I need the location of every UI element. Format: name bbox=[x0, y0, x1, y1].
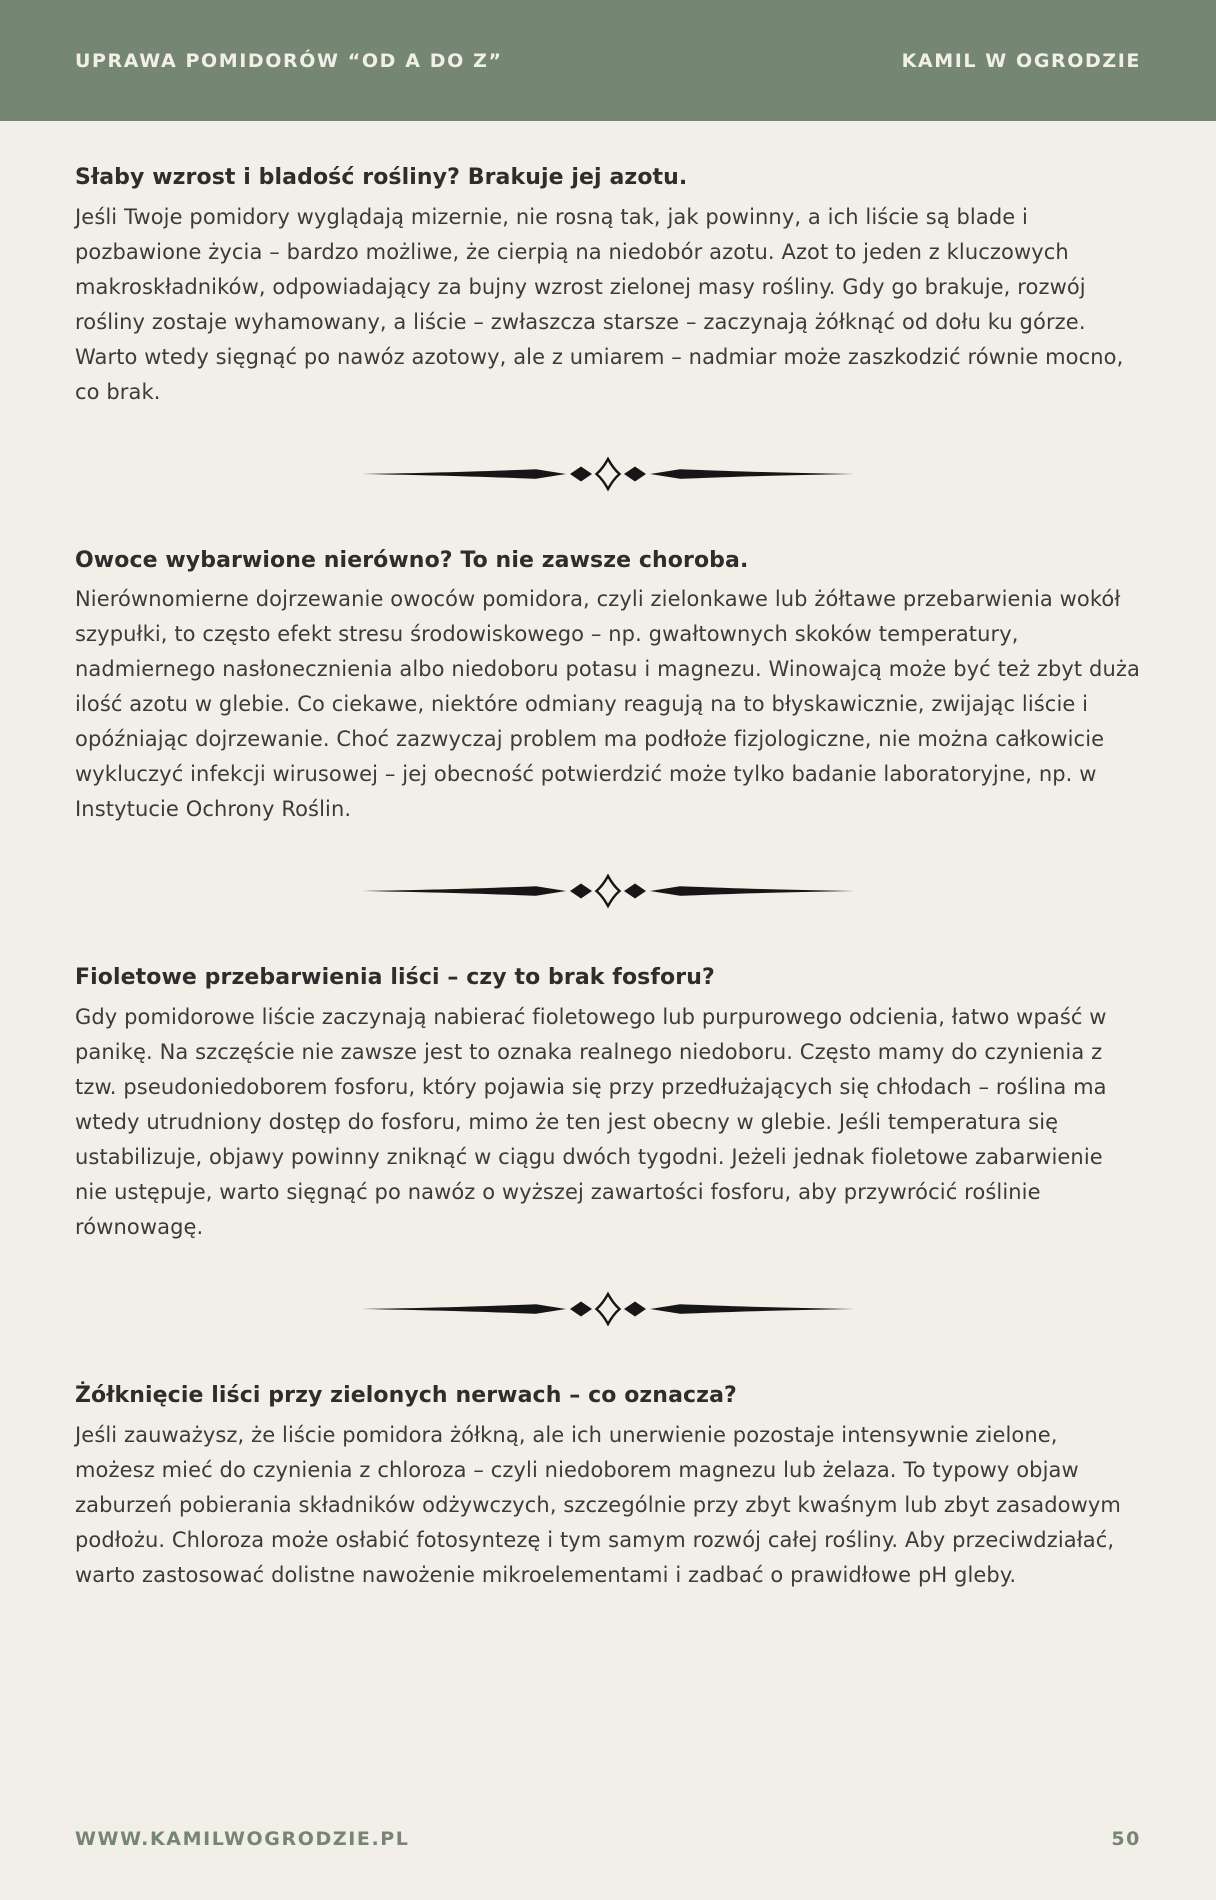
section-heading: Fioletowe przebarwienia liści – czy to brak fosforu? bbox=[75, 965, 715, 991]
section-paragraph: Gdy pomidorowe liście zaczynają nabierać fioletowego lub purpurowego odcienia, łatwo wpaść w panikę. Na szczęście nie zawsze jest to oznaka realnego niedoboru. Często mamy do czynienia z tzw. pseudoniedoborem fosforu, który pojawia się przy przedłużających się chłodach – roślina ma wtedy utrudniony dostęp do fosforu, mimo że ten jest obecny w glebie. Jeśli temperatura się ustabilizuje, objawy powinny zniknąć w ciągu dwóch tygodni. Jeżeli jednak fioletowe zabarwienie nie ustępuje, warto sięgnąć po nawóz o wyższej zawartości fosforu, aby przywrócić roślinie równowagę. bbox=[75, 1005, 1107, 1240]
section-heading: Owoce wybarwione nierówno? To nie zawsze choroba. bbox=[75, 547, 749, 573]
page-content bbox=[0, 121, 1216, 1593]
header-brand: KAMIL W OGRODZIE bbox=[901, 49, 1141, 72]
diamond-ornament-icon bbox=[358, 1291, 858, 1327]
diamond-ornament-icon bbox=[358, 873, 858, 909]
section-uneven-ripening bbox=[75, 546, 1141, 828]
section-purple-leaves bbox=[75, 963, 1141, 1245]
diamond-ornament-icon bbox=[358, 456, 858, 492]
ornament-divider bbox=[75, 1291, 1141, 1327]
section-paragraph: Nierównomierne dojrzewanie owoców pomidora, czyli zielonkawe lub żółtawe przebarwienia wokół szypułki, to często efekt stresu środowiskowego – np. gwałtownych skoków temperatury, nadmiernego nasłonecznienia albo niedoboru potasu i magnezu. Winowajcą może być też zbyt duża ilość azotu w glebie. Co ciekawe, niektóre odmiany reagują na to błyskawicznie, zwijając liście i opóźniając dojrzewanie. Choć zazwyczaj problem ma podłoże fizjologiczne, nie można całkowicie wykluczyć infekcji wirusowej – jej obecność potwierdzić może tylko badanie laboratoryjne, np. w Instytucie Ochrony Roślin. bbox=[75, 587, 1140, 822]
header-bar bbox=[0, 0, 1216, 121]
section-nitrogen-deficiency bbox=[75, 163, 1141, 410]
header-title: UPRAWA POMIDORÓW “OD A DO Z” bbox=[75, 49, 503, 72]
footer-bar bbox=[0, 1828, 1216, 1900]
section-heading: Żółknięcie liści przy zielonych nerwach – co oznacza? bbox=[75, 1383, 737, 1409]
footer-page-number: 50 bbox=[1111, 1828, 1141, 1850]
section-heading: Słaby wzrost i bladość rośliny? Brakuje jej azotu. bbox=[75, 165, 688, 190]
ornament-divider bbox=[75, 456, 1141, 492]
footer-site-url: WWW.KAMILWOGRODZIE.PL bbox=[75, 1828, 410, 1850]
section-paragraph: Jeśli zauważysz, że liście pomidora żółkną, ale ich unerwienie pozostaje intensywnie zielone, możesz mieć do czynienia z chloroza – czyli niedoborem magnezu lub żelaza. To typowy objaw zaburzeń pobierania składników odżywczych, szczególnie przy zbyt kwaśnym lub zbyt zasadowym podłożu. Chloroza może osłabić fotosyntezę i tym samym rozwój całej rośliny. Aby przeciwdziałać, warto zastosować dolistne nawożenie mikroelementami i zadbać o prawidłowe pH gleby. bbox=[75, 1422, 1121, 1587]
ornament-divider bbox=[75, 873, 1141, 909]
section-paragraph: Jeśli Twoje pomidory wyglądają mizernie, nie rosną tak, jak powinny, a ich liście są blade i pozbawione życia – bardzo możliwe, że cierpią na niedobór azotu. Azot to jeden z kluczowych makroskładników, odpowiadający za bujny wzrost zielonej masy rośliny. Gdy go brakuje, rozwój rośliny zostaje wyhamowany, a liście – zwłaszcza starsze – zaczynają żółknąć od dołu ku górze. Warto wtedy sięgnąć po nawóz azotowy, ale z umiarem – nadmiar może zaszkodzić równie mocno, co brak. bbox=[75, 204, 1124, 404]
section-chlorosis bbox=[75, 1381, 1141, 1593]
